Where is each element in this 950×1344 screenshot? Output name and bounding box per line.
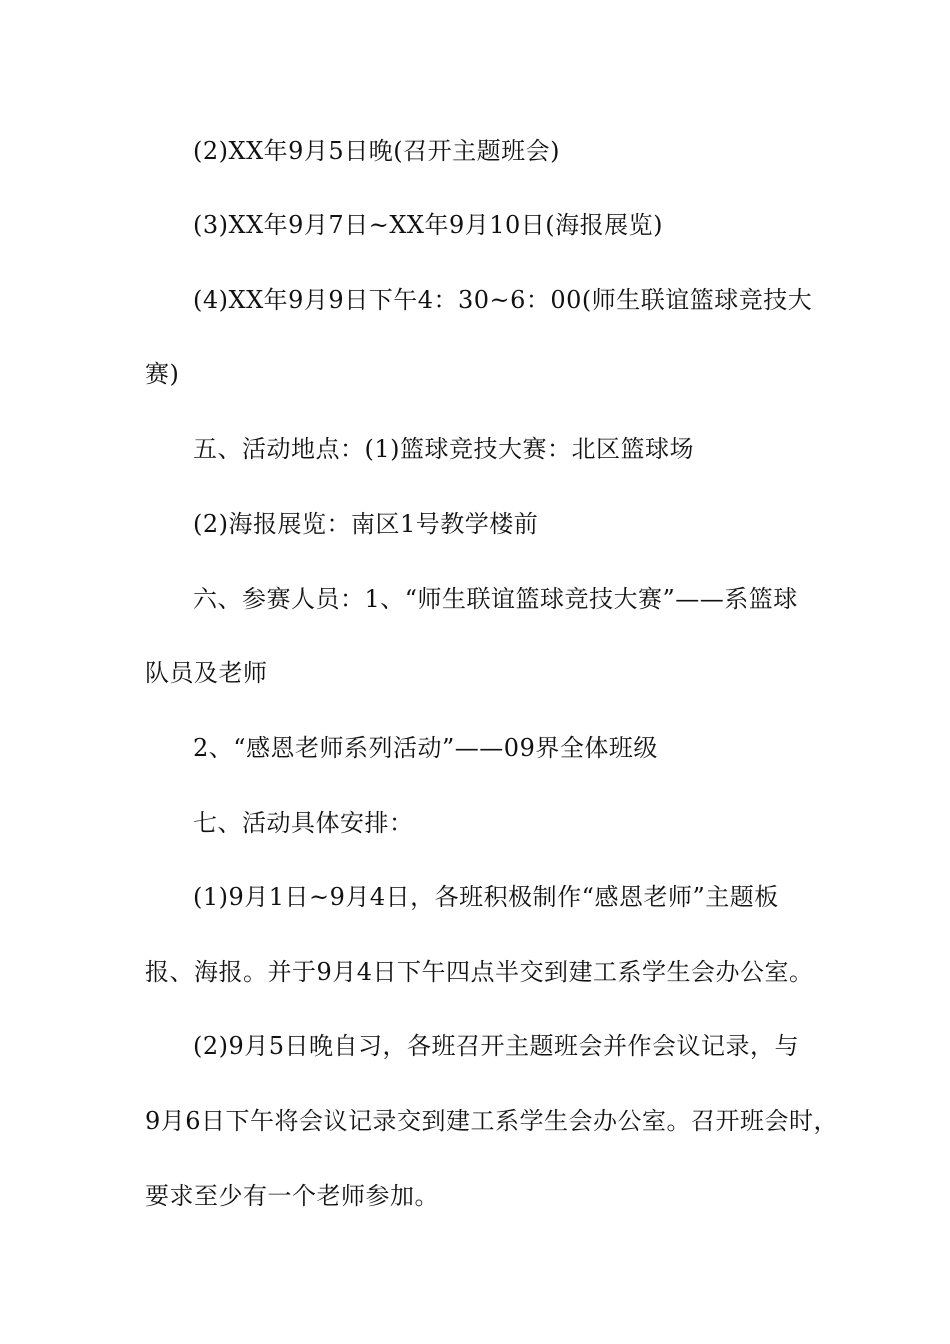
participants-item-2: 2、“感恩老师系列活动”——09界全体班级 [193, 734, 658, 762]
schedule-item-2: (2)XX年9月5日晚(召开主题班会) [193, 137, 560, 165]
arrangement-item-2-final: 要求至少有一个老师参加。 [145, 1182, 439, 1210]
section-participants: 六、参赛人员：1、“师生联谊篮球竞技大赛”——系篮球 [193, 585, 798, 613]
section-activity-location: 五、活动地点：(1)篮球竞技大赛：北区篮球场 [193, 435, 694, 463]
arrangement-item-2: (2)9月5日晚自习，各班召开主题班会并作会议记录，与 [193, 1032, 800, 1060]
section-detailed-arrangement: 七、活动具体安排： [193, 809, 414, 837]
arrangement-item-1: (1)9月1日~9月4日，各班积极制作“感恩老师”主题板 [193, 883, 779, 911]
schedule-item-3: (3)XX年9月7日~XX年9月10日(海报展览) [193, 211, 664, 239]
location-item-2: (2)海报展览：南区1号教学楼前 [193, 510, 539, 538]
arrangement-item-1-continued: 报、海报。并于9月4日下午四点半交到建工系学生会办公室。 [145, 958, 814, 986]
schedule-item-4: (4)XX年9月9日下午4：30~6：00(师生联谊篮球竞技大 [193, 286, 813, 314]
section-participants-continued: 队员及老师 [145, 659, 268, 687]
arrangement-item-2-continued: 9月6日下午将会议记录交到建工系学生会办公室。召开班会时， [145, 1107, 839, 1135]
schedule-item-4-continued: 赛) [145, 360, 180, 388]
